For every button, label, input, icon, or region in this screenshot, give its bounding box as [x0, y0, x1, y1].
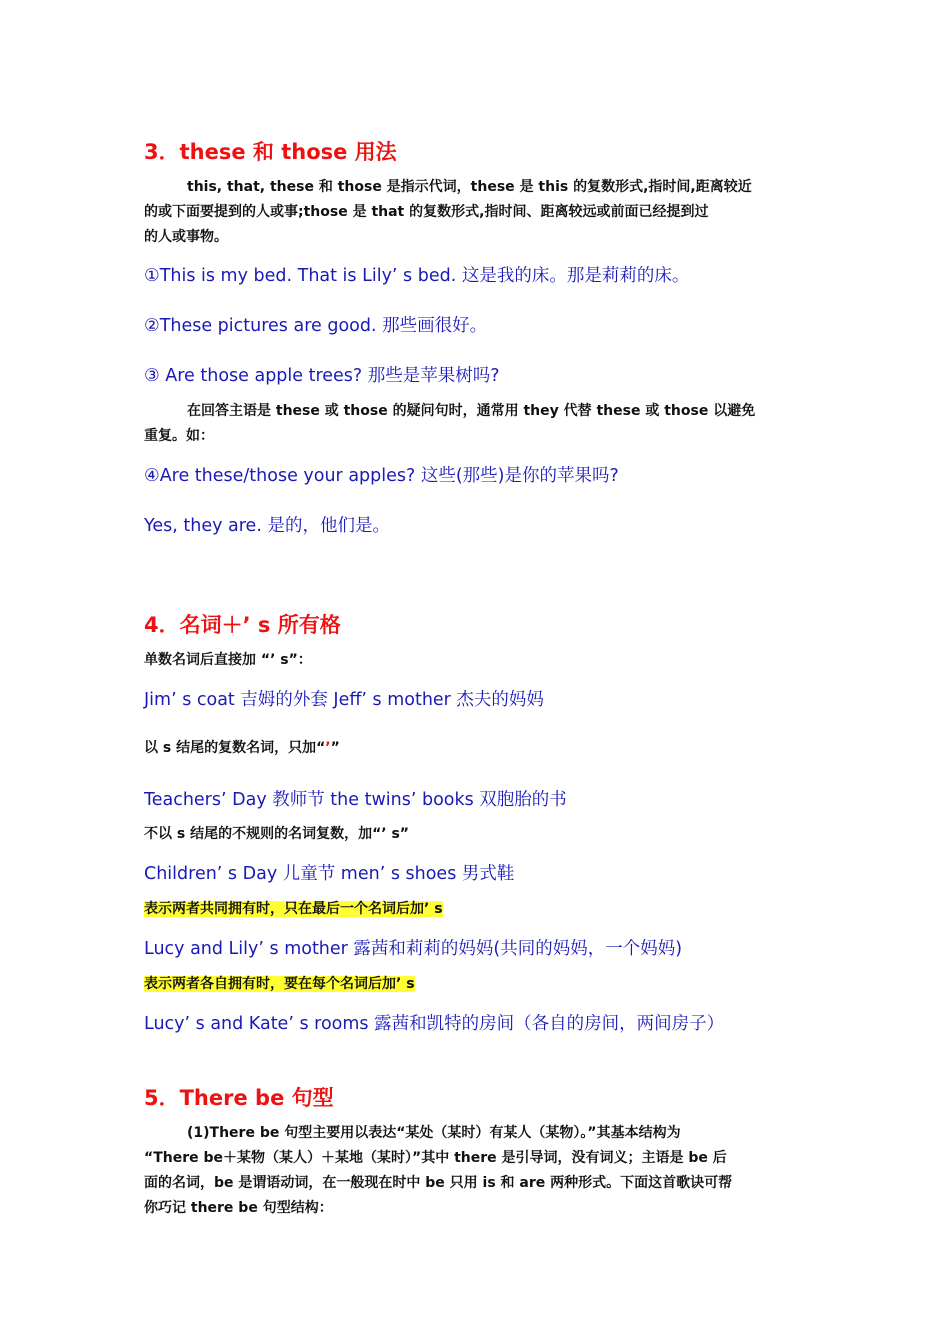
rule-4	[144, 897, 810, 922]
rule-5	[144, 972, 810, 997]
highlighted-rule-4: 表示两者共同拥有时，只在最后一个名词后加’ s	[144, 901, 443, 917]
paragraph-line: (1)There be 句型主要用以表达“某处（某时）有某人（某物）。”其基本结构为	[187, 1125, 681, 1141]
section-3-intro	[144, 175, 810, 250]
section-3-heading: 3．these 和 those 用法	[144, 140, 397, 164]
intro-line: 的或下面要提到的人或事;those 是 that 的复数形式,指时间、距离较远或前面已经提到过	[144, 204, 709, 220]
example-4: ④Are these/those your apples? 这些(那些)是你的苹果吗?	[144, 466, 619, 486]
section-5-heading: 5．There be 句型	[144, 1086, 334, 1110]
example-5: Yes, they are. 是的，他们是。	[144, 516, 390, 536]
intro-line: this, that, these 和 those 是指示代词，these 是 this 的复数形式,指时间,距离较近	[187, 179, 752, 195]
note-line: 在回答主语是 these 或 those 的疑问句时，通常用 they 代替 these 或 those 以避免	[187, 403, 756, 419]
rule-2-text: 以 s 结尾的复数名词，只加“	[144, 740, 326, 756]
rule-2	[144, 736, 810, 761]
rule-3: 不以 s 结尾的不规则的名词复数，加“’ s”	[144, 826, 410, 842]
example-possessive-5: Lucy’ s and Kate’ s rooms 露茜和凯特的房间（各自的房间，两间房子）	[144, 1014, 725, 1034]
example-1: ①This is my bed. That is Lily’ s bed. 这是我的床。那是莉莉的床。	[144, 266, 690, 286]
example-2: ②These pictures are good. 那些画很好。	[144, 316, 488, 336]
paragraph-line: 面的名词，be 是谓语动词，在一般现在时中 be 只用 is 和 are 两种形式。下面这首歌诀可帮	[144, 1175, 733, 1191]
example-possessive-2: Teachers’ Day 教师节 the twins’ books 双胞胎的书	[144, 790, 567, 810]
rule-2-close-quote: ”	[330, 740, 340, 756]
section-3-note	[144, 399, 810, 449]
note-line: 重复。如：	[144, 428, 214, 444]
highlighted-rule-5: 表示两者各自拥有时，要在每个名词后加’ s	[144, 976, 415, 992]
rule-1: 单数名词后直接加 “’ s”：	[144, 652, 312, 668]
section-4-heading: 4．名词＋’ s 所有格	[144, 613, 341, 637]
example-3: ③ Are those apple trees? 那些是苹果树吗?	[144, 366, 500, 386]
example-possessive-4: Lucy and Lily’ s mother 露茜和莉莉的妈妈(共同的妈妈，一个妈妈)	[144, 939, 683, 959]
apostrophe-mark: ’	[325, 740, 331, 756]
paragraph-line: “There be＋某物（某人）＋某地（某时）”其中 there 是引导词，没有词义；主语是 be 后	[144, 1150, 727, 1166]
paragraph-line: 你巧记 there be 句型结构：	[144, 1200, 333, 1216]
section-5-paragraph	[144, 1121, 810, 1221]
example-possessive-1: Jim’ s coat 吉姆的外套 Jeff’ s mother 杰夫的妈妈	[144, 690, 544, 710]
intro-line: 的人或事物。	[144, 229, 228, 245]
example-possessive-3: Children’ s Day 儿童节 men’ s shoes 男式鞋	[144, 864, 515, 884]
